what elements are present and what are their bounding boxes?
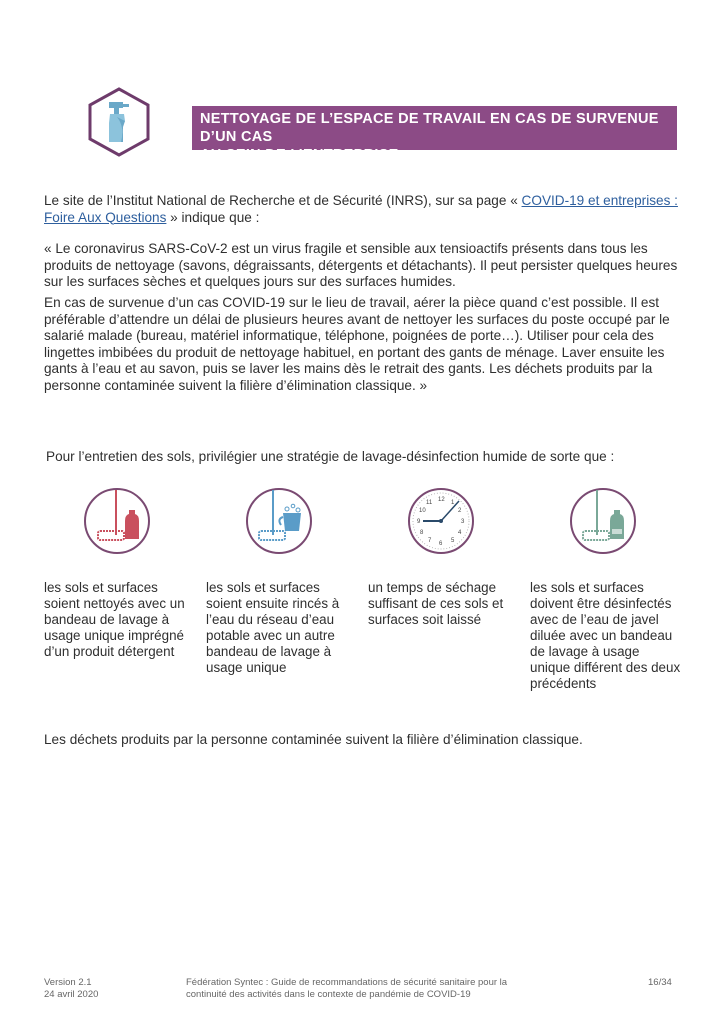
version-label: Version 2.1: [44, 977, 92, 988]
section-title-line1: NETTOYAGE DE L’ESPACE DE TRAVAIL EN CAS DE SURVENUE D’UN CAS: [200, 111, 659, 145]
waste-note: Les déchets produits par la personne contaminée suivent la filière d’élimination classique.: [44, 732, 583, 747]
version-date: 24 avril 2020: [44, 989, 99, 1000]
step-3-text: un temps de séchage suffisant de ces sols et surfaces soit laissé: [368, 580, 504, 627]
step-4-text: les sols et surfaces doivent être désinfectés avec de l’eau de javel diluée avec un bandeau de lavage à usage unique différent des deux précédents: [530, 580, 681, 691]
quote-paragraph-2: En cas de survenue d’un cas COVID-19 sur le lieu de travail, aérer la pièce quand c’est possible. Il est préférable d’attendre un délai de plusieurs heures avant de nettoyer les surfaces du poste occupé par le salarié malade (bureau, matériel informatique, téléphone, poignées de porte…). Utiliser pour cela des lingettes imbibées du produit de nettoyage habituel, en portant des gants de ménage. Laver ensuite les gants à l’eau et au savon, puis se laver les mains dès le retrait des gants. Les déchets produits par la personne contaminée suivent la filière d’élimination classique. »: [44, 295, 670, 393]
svg-text:6: 6: [439, 541, 443, 547]
svg-text:10: 10: [419, 508, 426, 514]
intro-text-end: » indique que :: [166, 209, 260, 225]
svg-text:9: 9: [417, 519, 421, 525]
svg-text:2: 2: [458, 508, 462, 514]
floors-intro: Pour l’entretien des sols, privilégier une stratégie de lavage-désinfection humide de sorte que :: [46, 449, 615, 464]
doc-title-line1: Fédération Syntec : Guide de recommandations de sécurité sanitaire pour la: [186, 977, 508, 988]
footer-document-title: [186, 977, 586, 1001]
intro-text: Le site de l’Institut National de Recherche et de Sécurité (INRS), sur sa page «: [44, 193, 522, 208]
mop-bucket-icon: [245, 487, 313, 555]
svg-text:8: 8: [420, 530, 424, 536]
svg-text:1: 1: [451, 500, 455, 506]
step-2-text: les sols et surfaces soient ensuite rincés à l’eau du réseau d’eau potable avec un autre bandeau de lavage à usage unique: [206, 580, 340, 675]
clock-icon: [407, 487, 475, 555]
page-number: 16/34: [648, 977, 672, 988]
svg-text:12: 12: [438, 497, 445, 503]
step-1-text: les sols et surfaces soient nettoyés avec un bandeau de lavage à usage unique imprégné d’un produit détergent: [44, 580, 185, 659]
svg-text:7: 7: [428, 538, 432, 544]
mop-detergent-icon: [83, 487, 151, 555]
spray-bottle-icon: [87, 87, 151, 157]
quote-paragraph-1: « Le coronavirus SARS-CoV-2 est un virus fragile et sensible aux tensioactifs présents dans tous les produits de nettoyage (savons, dégraissants, détergents et détachants). Il peut persister quelques heures sur les surfaces sèches et quelques jours sur des surfaces humides.: [44, 241, 678, 290]
svg-text:5: 5: [451, 538, 455, 544]
footer-version: [44, 977, 98, 1001]
section-title: [192, 106, 677, 163]
intro-paragraph: [44, 193, 680, 226]
doc-title-line2: continuité des activités dans le contexte de pandémie de COVID-19: [186, 989, 471, 1000]
svg-text:11: 11: [426, 500, 433, 506]
inrs-faq-link[interactable]: COVID-19 et entreprises : Foire Aux Questions: [44, 193, 678, 225]
svg-text:4: 4: [458, 530, 462, 536]
svg-text:3: 3: [461, 519, 465, 525]
mop-bleach-icon: [569, 487, 637, 555]
section-title-line2: AU SEIN DE L’ENTREPRISE: [200, 147, 399, 163]
